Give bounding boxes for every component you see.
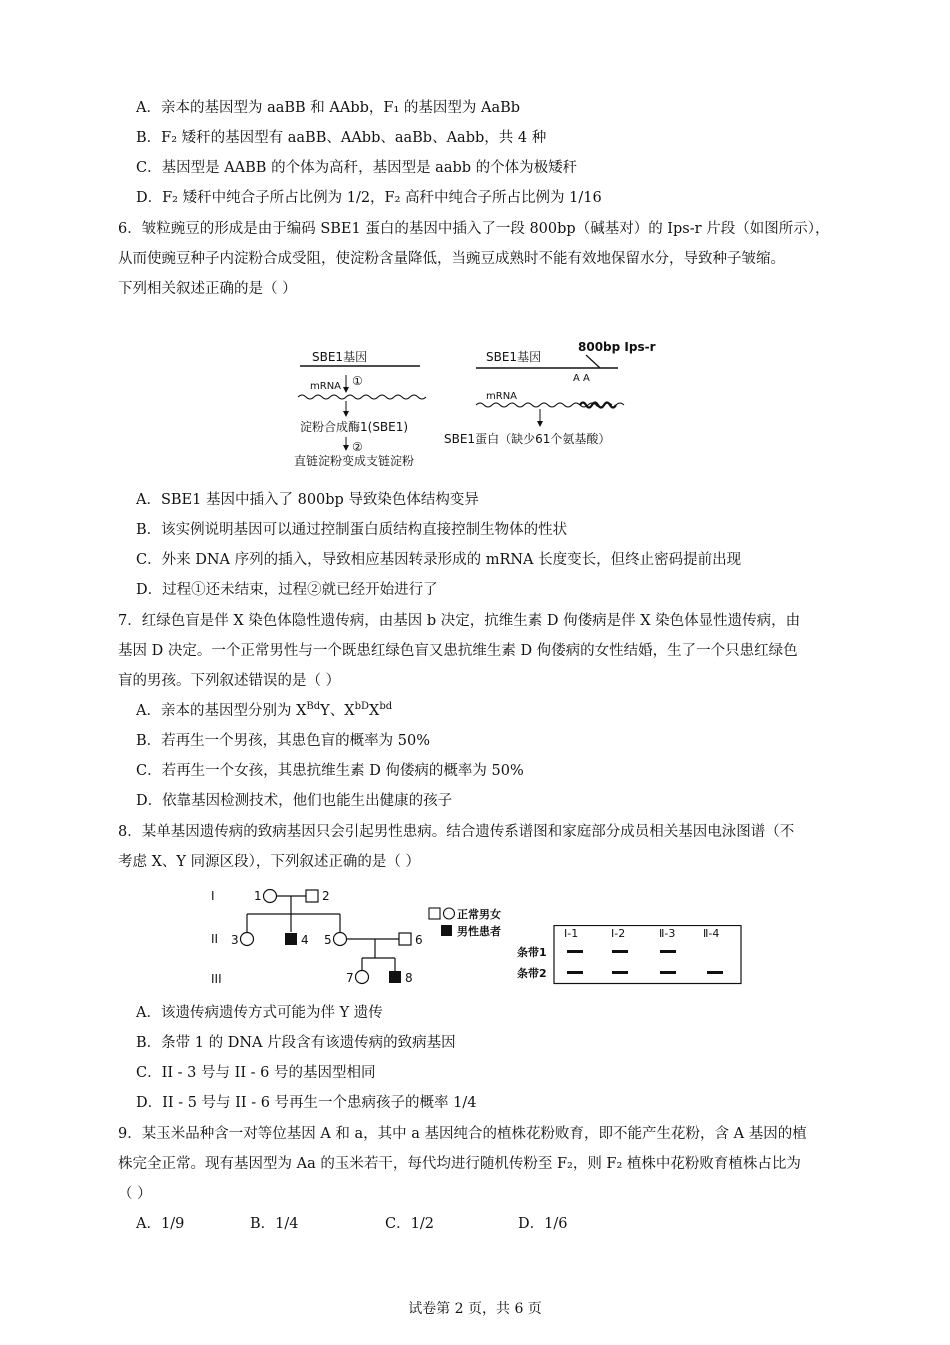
q6-fig-step1: ① <box>352 374 363 388</box>
q6-fig-result-left: 直链淀粉变成支链淀粉 <box>294 454 415 468</box>
gel-band1-lane2 <box>612 950 628 953</box>
pedigree-i2 <box>306 890 318 902</box>
q6-fig-insert-marks: A A <box>573 373 590 384</box>
q6-stem-line1: 6．皱粒豌豆的形成是由于编码 SBE1 蛋白的基因中插入了一段 800bp（碱基对）的 Ips-r 片段（如图所示）， <box>118 221 830 237</box>
q8-gel <box>515 925 745 985</box>
q8-pedigree <box>205 880 515 995</box>
pedigree-ii5 <box>334 933 347 946</box>
gel-band1-lane3 <box>660 950 676 953</box>
pedigree-gen-1: I <box>211 889 215 903</box>
pedigree-iii8 <box>389 971 401 983</box>
gel-band1-label: 条带1 <box>517 946 547 959</box>
q6-fig-mrna-left: mRNA <box>310 381 342 392</box>
pedigree-label-6: 6 <box>415 933 423 947</box>
legend-patient-label: 男性患者 <box>457 925 501 938</box>
q7-stem-line2: 基因 D 决定。一个正常男性与一个既患红绿色盲又患抗维生素 D 佝偻病的女性结婚，生了一个只患红绿色 <box>118 643 798 659</box>
pedigree-label-7: 7 <box>346 971 354 985</box>
pedigree-label-4: 4 <box>301 933 309 947</box>
q9-stem-line1: 9．某玉米品种含一对等位基因 A 和 a，其中 a 基因纯合的植株花粉败育，即不能产生花粉，含 A 基因的植 <box>118 1126 807 1142</box>
legend-patient-icon <box>441 925 452 936</box>
legend-normal-label: 正常男女 <box>457 908 501 921</box>
pedigree-ii3 <box>241 933 254 946</box>
pedigree-ii6 <box>399 933 411 945</box>
pedigree-gen-3: III <box>211 972 222 986</box>
q7-option-a: A．亲本的基因型分别为 $X^{Bd}Y$、$X^{bD}X^{bd}$ <box>136 701 393 719</box>
q5-option-a: A．亲本的基因型为 aaBB 和 AAbb，F₁ 的基因型为 AaBb <box>136 100 521 116</box>
gel-band2-label: 条带2 <box>517 967 547 980</box>
q6-option-b: B．该实例说明基因可以通过控制蛋白质结构直接控制生物体的性状 <box>136 522 568 538</box>
q9-option-d: D．1/6 <box>518 1216 568 1232</box>
q6-fig-enzyme: 淀粉合成酶1(SBE1) <box>300 420 409 434</box>
q6-option-d: D．过程①还未结束，过程②就已经开始进行了 <box>136 582 438 598</box>
q8-stem-line1: 8．某单基因遗传病的致病基因只会引起男性患病。结合遗传系谱图和家庭部分成员相关基因电泳图谱（不 <box>118 824 795 840</box>
q7-stem-line3: 盲的男孩。下列叙述错误的是（ ） <box>118 673 341 689</box>
q6-option-a: A．SBE1 基因中插入了 800bp 导致染色体结构变异 <box>136 492 479 508</box>
pedigree-i1 <box>264 890 277 903</box>
gel-band2-lane2 <box>612 971 628 974</box>
q8-option-d: D．II - 5 号与 II - 6 号再生一个患病孩子的概率 1/4 <box>136 1095 477 1111</box>
q8-option-b: B．条带 1 的 DNA 片段含有该遗传病的致病基因 <box>136 1035 456 1051</box>
q7-stem-line1: 7．红绿色盲是伴 X 染色体隐性遗传病，由基因 b 决定，抗维生素 D 佝偻病是伴 X 染色体显性遗传病，由 <box>118 613 801 629</box>
pedigree-gen-2: II <box>211 932 219 946</box>
q6-fig-step2: ② <box>352 440 363 454</box>
pedigree-iii7 <box>356 971 369 984</box>
gel-band2-lane3 <box>660 971 676 974</box>
q6-fig-insert-label: 800bp Ips-r <box>578 340 656 354</box>
pedigree-label-1: 1 <box>254 889 262 903</box>
legend-normal-female-icon <box>444 908 455 919</box>
gel-lane-4: Ⅱ-4 <box>703 927 720 940</box>
q6-figure <box>290 335 680 475</box>
q6-stem-line3: 下列相关叙述正确的是（ ） <box>118 281 297 297</box>
q5-option-d: D．F₂ 矮秆中纯合子所占比例为 1/2，F₂ 高秆中纯合子所占比例为 1/16 <box>136 190 602 206</box>
q7-option-d: D．依靠基因检测技术，他们也能生出健康的孩子 <box>136 793 453 809</box>
q8-stem-line2: 考虑 X、Y 同源区段），下列叙述正确的是（ ） <box>118 854 420 870</box>
q9-option-c: C．1/2 <box>385 1216 434 1232</box>
gel-lane-1: Ⅰ-1 <box>564 927 579 940</box>
q9-option-b: B．1/4 <box>250 1216 299 1232</box>
gel-band2-lane1 <box>567 971 583 974</box>
page-footer: 试卷第 2 页，共 6 页 <box>408 1301 542 1317</box>
gel-lane-3: Ⅱ-3 <box>659 927 676 940</box>
gel-band1-lane1 <box>567 950 583 953</box>
q6-fig-gene-left: SBE1基因 <box>312 350 368 364</box>
q6-option-c: C．外来 DNA 序列的插入，导致相应基因转录形成的 mRNA 长度变长，但终止密码提前出现 <box>136 552 742 568</box>
gel-lane-2: Ⅰ-2 <box>611 927 626 940</box>
q9-option-a: A．1/9 <box>136 1216 185 1232</box>
pedigree-label-5: 5 <box>324 933 332 947</box>
q6-fig-result-right: SBE1蛋白（缺少61个氨基酸） <box>444 432 611 446</box>
pedigree-label-2: 2 <box>322 889 330 903</box>
q5-option-c: C．基因型是 AABB 的个体为高秆，基因型是 aabb 的个体为极矮秆 <box>136 160 578 176</box>
gel-band2-lane4 <box>707 971 723 974</box>
pedigree-ii4 <box>285 933 297 945</box>
pedigree-label-3: 3 <box>231 933 239 947</box>
q8-option-a: A．该遗传病遗传方式可能为伴 Y 遗传 <box>136 1005 383 1021</box>
q8-option-c: C．II - 3 号与 II - 6 号的基因型相同 <box>136 1065 376 1081</box>
legend-normal-male-icon <box>429 908 440 919</box>
q7-option-b: B．若再生一个男孩，其患色盲的概率为 50% <box>136 733 430 749</box>
q9-stem-line3: （ ） <box>118 1186 152 1202</box>
q5-option-b: B．F₂ 矮秆的基因型有 aaBB、AAbb、aaBb、Aabb，共 4 种 <box>136 130 547 146</box>
q9-stem-line2: 株完全正常。现有基因型为 Aa 的玉米若干，每代均进行随机传粉至 F₂，则 F₂ 植株中花粉败育植株占比为 <box>118 1156 801 1172</box>
q6-fig-gene-right: SBE1基因 <box>486 350 542 364</box>
pedigree-label-8: 8 <box>405 971 413 985</box>
q6-stem-line2: 从而使豌豆种子内淀粉合成受阻，使淀粉含量降低，当豌豆成熟时不能有效地保留水分，导致种子皱缩。 <box>118 251 785 267</box>
q6-fig-mrna-right: mRNA <box>486 391 518 402</box>
q7-option-c: C．若再生一个女孩，其患抗维生素 D 佝偻病的概率为 50% <box>136 763 524 779</box>
